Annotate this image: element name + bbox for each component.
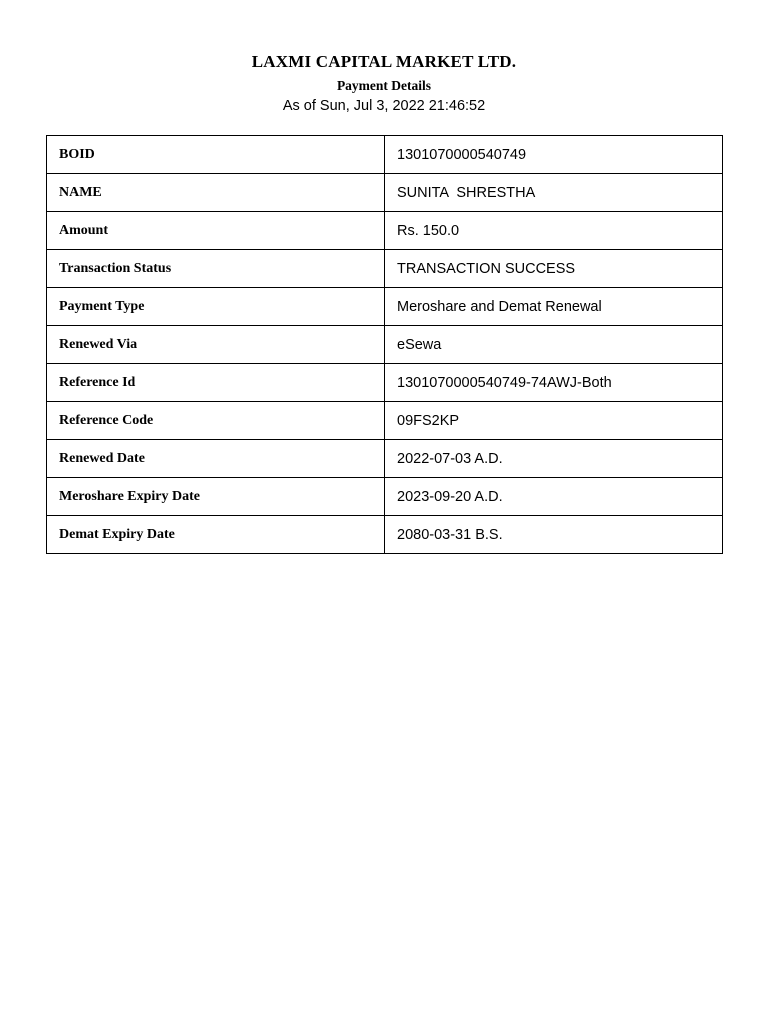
row-label: Meroshare Expiry Date — [47, 478, 385, 516]
row-label: Transaction Status — [47, 250, 385, 288]
table-row — [47, 440, 723, 478]
payment-details-table — [46, 135, 723, 554]
table-row — [47, 364, 723, 402]
row-value: 2080-03-31 B.S. — [385, 516, 723, 554]
row-value: 2022-07-03 A.D. — [385, 440, 723, 478]
row-value: Rs. 150.0 — [385, 212, 723, 250]
as-of-timestamp: As of Sun, Jul 3, 2022 21:46:52 — [282, 98, 486, 114]
table-row — [47, 136, 723, 174]
table-row — [47, 478, 723, 516]
table-row — [47, 516, 723, 554]
row-label: Demat Expiry Date — [47, 516, 385, 554]
table-row — [47, 174, 723, 212]
table-row — [47, 402, 723, 440]
table-row — [47, 288, 723, 326]
row-label: NAME — [47, 174, 385, 212]
table-row — [47, 212, 723, 250]
row-label: Amount — [47, 212, 385, 250]
row-label: Reference Id — [47, 364, 385, 402]
row-label: Renewed Via — [47, 326, 385, 364]
row-value: Meroshare and Demat Renewal — [385, 288, 723, 326]
table-row — [47, 326, 723, 364]
row-value: 09FS2KP — [385, 402, 723, 440]
row-value: eSewa — [385, 326, 723, 364]
row-label: Reference Code — [47, 402, 385, 440]
row-value: SUNITA SHRESTHA — [385, 174, 723, 212]
row-label: Renewed Date — [47, 440, 385, 478]
row-label: BOID — [47, 136, 385, 174]
row-value: 2023-09-20 A.D. — [385, 478, 723, 516]
row-value: TRANSACTION SUCCESS — [385, 250, 723, 288]
document-title: Payment Details — [336, 78, 432, 93]
company-name: LAXMI CAPITAL MARKET LTD. — [251, 52, 517, 71]
table-row — [47, 250, 723, 288]
row-value: 1301070000540749 — [385, 136, 723, 174]
row-label: Payment Type — [47, 288, 385, 326]
row-value: 1301070000540749-74AWJ-Both — [385, 364, 723, 402]
